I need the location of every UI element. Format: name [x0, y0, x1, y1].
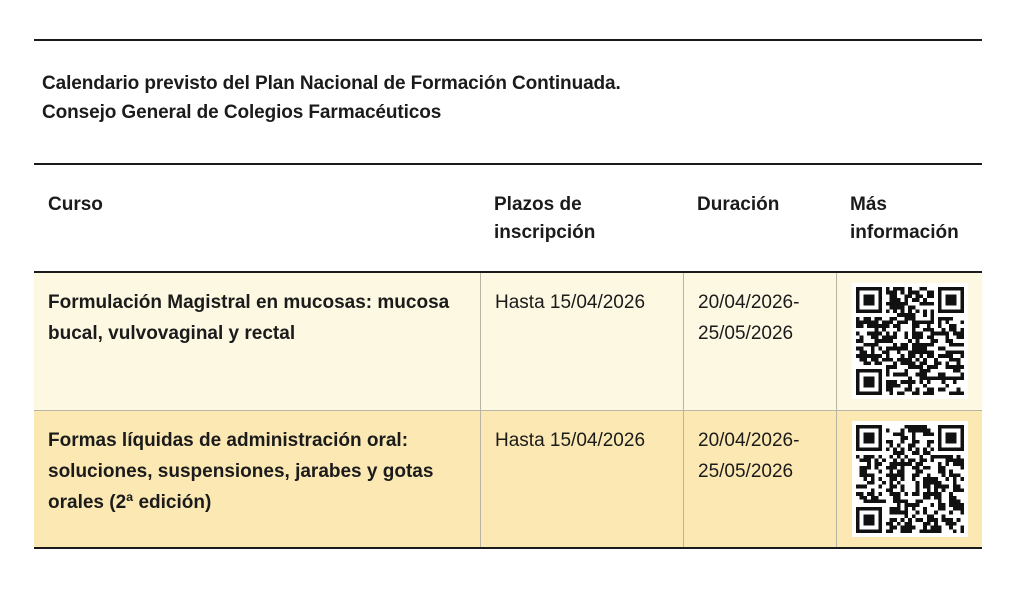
more-info-cell [836, 411, 982, 547]
header-more-info: Más información [850, 194, 959, 243]
caption-line-2: Consejo General de Colegios Farmacéuticos [42, 102, 442, 123]
more-info-cell [836, 273, 982, 410]
registration-deadline: Hasta 15/04/2026 [480, 273, 683, 410]
table-header-row [34, 165, 982, 273]
duration-start: 20/04/2026- [698, 430, 800, 451]
duration-range [683, 273, 836, 410]
header-duration: Duración [697, 194, 780, 215]
duration-end: 25/05/2026 [698, 323, 794, 344]
table-row [34, 273, 982, 411]
duration-end: 25/05/2026 [698, 461, 794, 482]
header-course: Curso [48, 194, 103, 215]
caption-line-1: Calendario previsto del Plan Nacional de Formación Continuada. [42, 73, 621, 94]
table-row [34, 411, 982, 549]
registration-deadline: Hasta 15/04/2026 [480, 411, 683, 547]
course-name: Formas líquidas de administración oral: soluciones, suspensiones, jarabes y gotas orales (2ª edición) [48, 430, 434, 513]
header-registration: Plazos de inscripción [494, 194, 596, 243]
qr-code-icon[interactable] [852, 421, 968, 537]
qr-code-icon[interactable] [852, 283, 968, 399]
table-caption [34, 41, 982, 137]
course-calendar-panel [34, 39, 982, 513]
course-table [34, 163, 982, 549]
course-name: Formulación Magistral en mucosas: mucosa bucal, vulvovaginal y rectal [48, 292, 450, 344]
duration-range [683, 411, 836, 547]
duration-start: 20/04/2026- [698, 292, 800, 313]
